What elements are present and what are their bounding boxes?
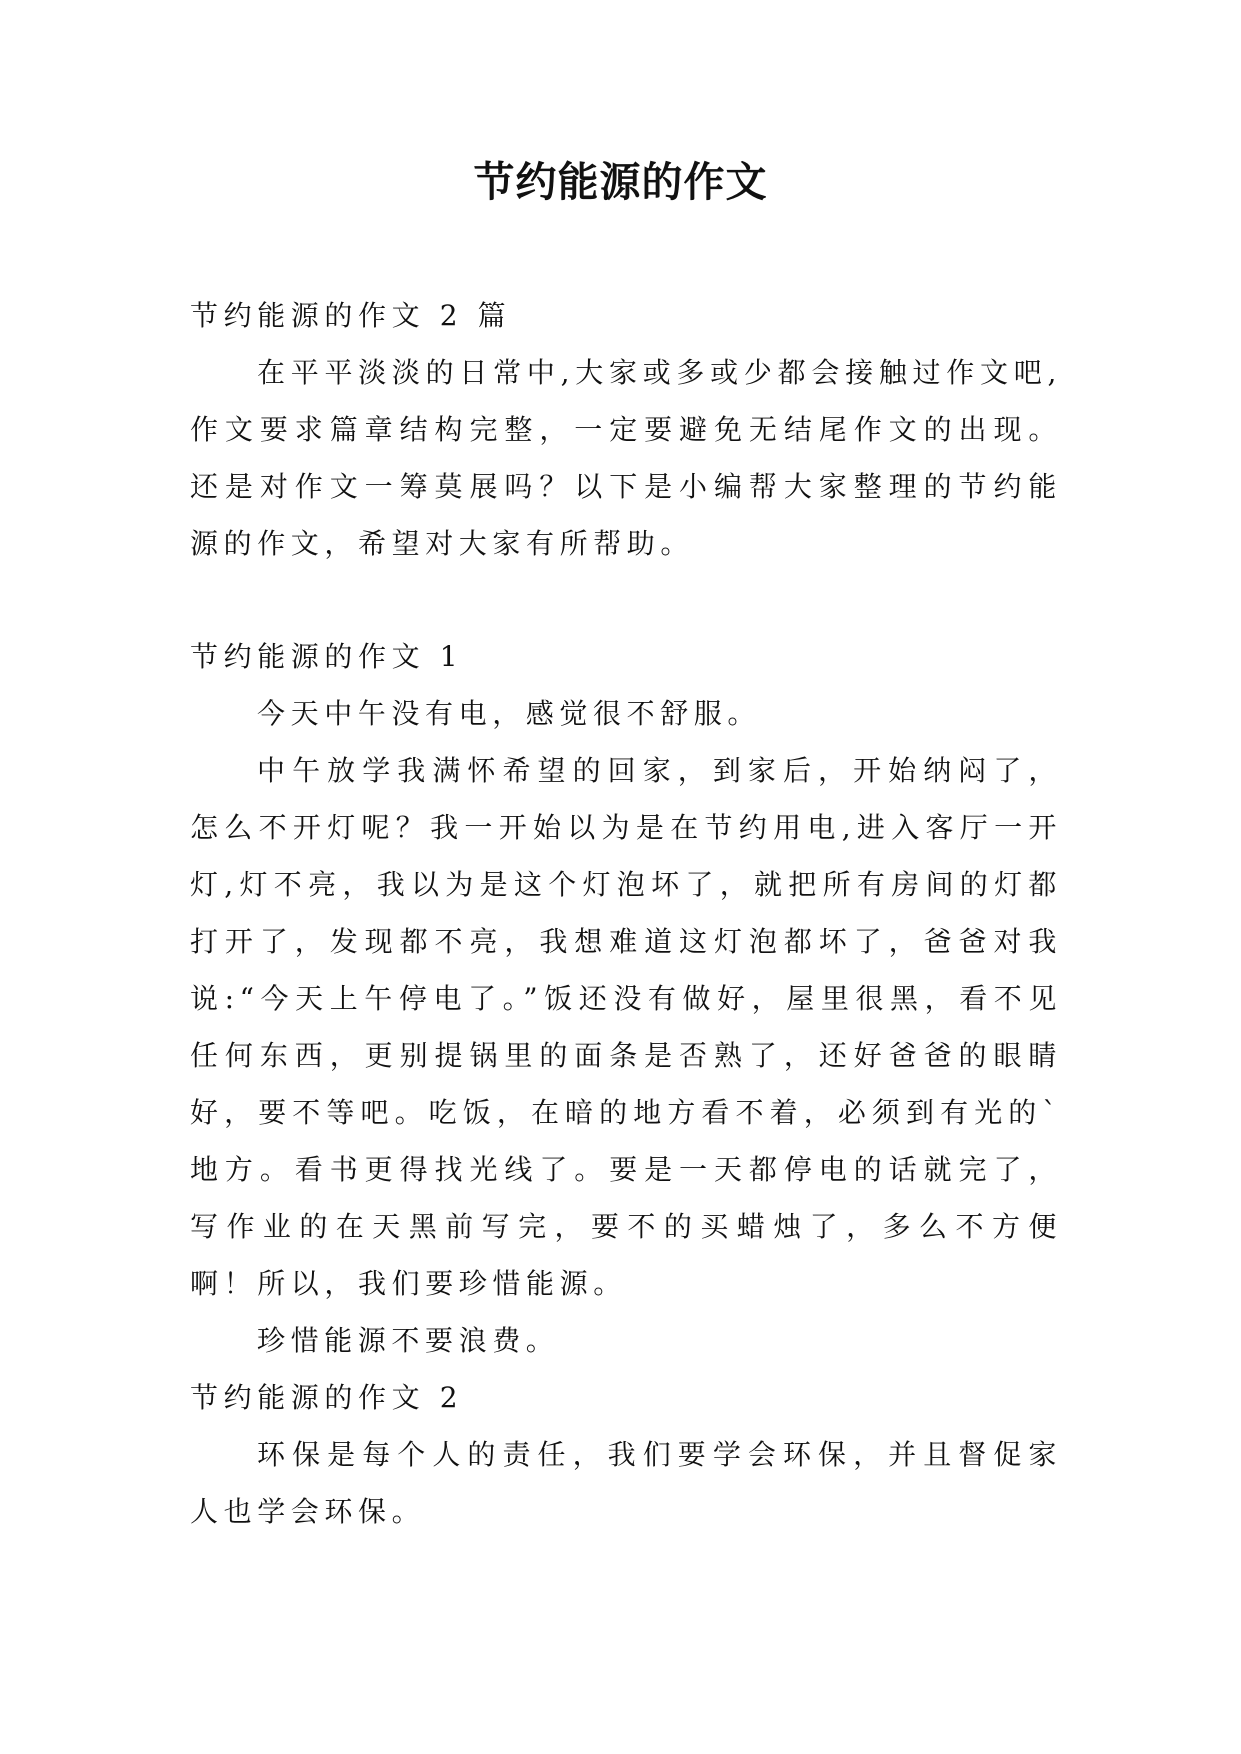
page-title: 节约能源的作文 (473, 158, 768, 206)
section-heading: 节约能源的作文 1 (190, 640, 464, 673)
body-paragraph: 中午放学我满怀希望的回家，到家后，开始纳闷了，怎么不开灯呢？我一开始以为是在节约用电,进入客厅一开灯,灯不亮，我以为是这个灯泡坏了，就把所有房间的灯都打开了，发现都不亮，我想难道这灯泡都坏了，爸爸对我说:“今天上午停电了。”饭还没有做好，屋里很黑，看不见任何东西，更别提锅里的面条是否熟了，还好爸爸的眼睛好，要不等吧。吃饭，在暗的地方看不着，必须到有光的`地方。看书更得找光线了。要是一天都停电的话就完了，写作业的在天黑前写完，要不的买蜡烛了，多么不方便啊！所以，我们要珍惜能源。 (190, 754, 1062, 1300)
section-spacer (190, 572, 1062, 628)
body-paragraph: 珍惜能源不要浪费。 (257, 1324, 560, 1357)
body-paragraph: 在平平淡淡的日常中,大家或多或少都会接触过作文吧,作文要求篇章结构完整，一定要避免无结尾作文的出现。还是对作文一筹莫展吗？以下是小编帮大家整理的节约能源的作文，希望对大家有所帮助。 (190, 356, 1062, 560)
body-paragraph: 今天中午没有电，感觉很不舒服。 (257, 697, 762, 730)
body-paragraph: 环保是每个人的责任，我们要学会环保，并且督促家人也学会环保。 (190, 1438, 1062, 1528)
document-body (190, 287, 1062, 1540)
section-heading: 节约能源的作文 2 篇 (190, 299, 512, 332)
section-heading: 节约能源的作文 2 (190, 1381, 464, 1414)
